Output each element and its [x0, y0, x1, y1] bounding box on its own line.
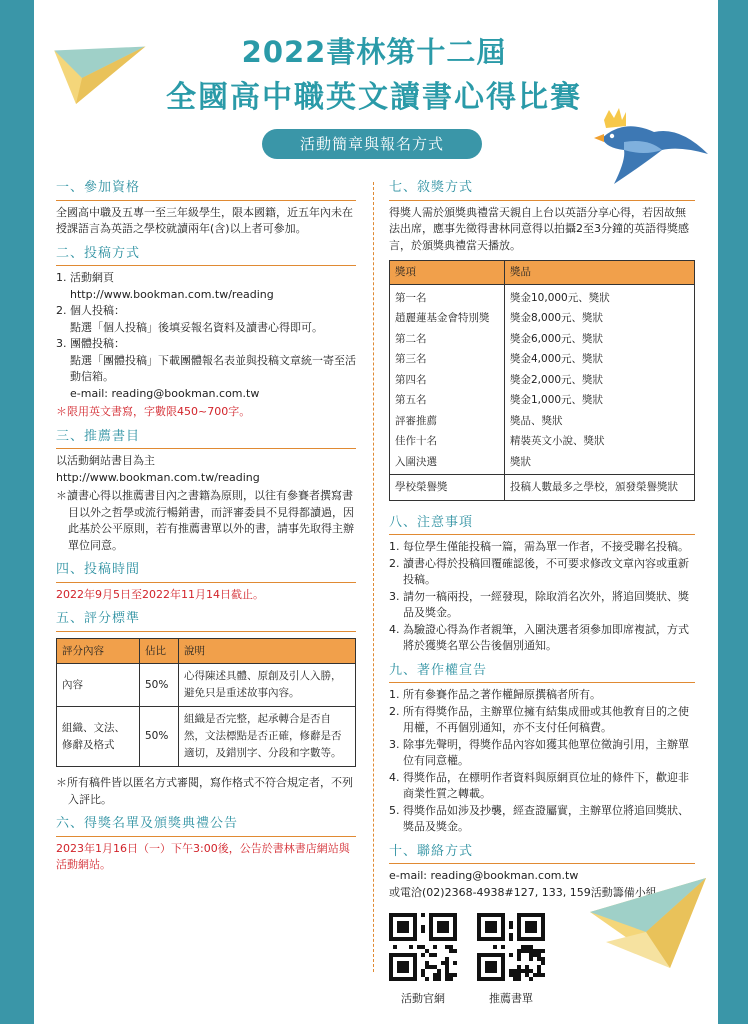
item-title: 團體投稿：: [70, 337, 125, 350]
award-name: 趙麗蓮基金會特別獎: [390, 308, 505, 329]
table-row: [390, 329, 695, 350]
email-link[interactable]: e-mail: reading@bookman.com.tw: [70, 386, 260, 400]
section-heading: 十、聯絡方式: [389, 844, 695, 865]
copyright-list: [389, 687, 695, 836]
award-prize: 獎金10,000元、獎狀: [505, 284, 695, 308]
section-heading: 二、投稿方式: [56, 246, 356, 267]
list-item: 1. 所有參賽作品之著作權歸原撰稿者所有。: [403, 687, 695, 704]
table-row: [390, 431, 695, 452]
award-name: 第四名: [390, 370, 505, 391]
criteria-table: [56, 638, 356, 768]
table-row: [57, 664, 356, 707]
table-row: [57, 707, 356, 767]
section-awards: [389, 180, 695, 501]
books-line: 以活動網站書目為主: [56, 454, 155, 467]
list-item: [70, 336, 356, 402]
section-eligibility: [56, 180, 356, 238]
section-heading: 七、敘獎方式: [389, 180, 695, 201]
column-header: 說明: [179, 638, 356, 664]
subtitle-pill: 活動簡章與報名方式: [262, 129, 482, 159]
table-row: [390, 284, 695, 308]
award-name: 第一名: [390, 284, 505, 308]
section-criteria: [56, 611, 356, 808]
award-name: 評審推薦: [390, 411, 505, 432]
column-header: 獎品: [505, 261, 695, 285]
column-header: 獎項: [390, 261, 505, 285]
left-column: [56, 180, 356, 882]
award-name: 第三名: [390, 349, 505, 370]
section-heading: 四、投稿時間: [56, 562, 356, 583]
list-item: [70, 303, 356, 336]
notes-list: [389, 539, 695, 655]
section-copyright: [389, 663, 695, 836]
section-heading: 八、注意事項: [389, 515, 695, 536]
item-detail: 點選「團體投稿」下載團體報名表並與投稿文章統一寄至活動信箱。: [70, 353, 356, 383]
paper-plane-icon: [586, 872, 710, 972]
list-item: 2. 所有得獎作品，主辦單位擁有結集成冊或其他教育目的之使用權，不再個別通知，亦不支付任何稿費。: [403, 704, 695, 737]
section-submission: [56, 246, 356, 421]
site-link[interactable]: http://www.bookman.com.tw/reading: [70, 287, 274, 301]
award-prize: 獎金4,000元、獎狀: [505, 349, 695, 370]
column-divider: [373, 182, 374, 972]
award-prize: 獎金8,000元、獎狀: [505, 308, 695, 329]
submission-list: [56, 270, 356, 402]
list-item: 4. 為驗證心得為作者親筆，入圍決選者須參加即席複試，方式將於獲獎名單公告後個別通知。: [403, 622, 695, 655]
section-heading: 三、推薦書目: [56, 429, 356, 450]
list-item: [70, 270, 356, 303]
right-band: [718, 0, 748, 1024]
award-prize: 獎金2,000元、獎狀: [505, 370, 695, 391]
section-period: [56, 562, 356, 603]
announce-text: 2023年1月16日（一）下午3:00後，公告於書林書店網站與活動網站。: [56, 841, 350, 871]
criteria-item: 組織、文法、修辭及格式: [57, 707, 140, 767]
qr-official-site[interactable]: [389, 913, 457, 1008]
submission-note: ＊限用英文書寫，字數限450~700字。: [56, 405, 251, 418]
list-item: 2. 讀書心得於投稿回覆確認後，不可要求修改文章內容或重新投稿。: [403, 556, 695, 589]
award-prize: 獎品、獎狀: [505, 411, 695, 432]
criteria-item: 內容: [57, 664, 140, 707]
criteria-note: ＊所有稿件皆以匿名方式審閱，寫作格式不符合規定者，不列入評比。: [56, 776, 353, 806]
criteria-desc: 組織是否完整，起承轉合是否自然，文法標點是否正確，修辭是否適切，及錯別字、分段和字數等。: [179, 707, 356, 767]
contact-email[interactable]: e-mail: reading@bookman.com.tw: [389, 869, 579, 882]
qr-book-list[interactable]: [477, 913, 545, 1008]
criteria-pct: 50%: [140, 707, 179, 767]
books-link[interactable]: http://www.bookman.com.tw/reading: [56, 470, 260, 484]
award-prize: 精裝英文小說、獎狀: [505, 431, 695, 452]
list-item: 4. 得獎作品，在標明作者資料與原網頁位址的條件下，歡迎非商業性質之轉載。: [403, 770, 695, 803]
item-title: 個人投稿：: [70, 304, 125, 317]
section-heading: 六、得獎名單及頒獎典禮公告: [56, 816, 356, 837]
table-row: [390, 452, 695, 475]
table-header-row: [390, 261, 695, 285]
award-name: 第二名: [390, 329, 505, 350]
award-prize: 獎金6,000元、獎狀: [505, 329, 695, 350]
period-text: 2022年9月5日至2022年11月14日截止。: [56, 587, 264, 601]
table-row: [390, 390, 695, 411]
books-note: ＊讀書心得以推薦書目內之書籍為原則，以往有參賽者撰寫書目以外之哲學或流行暢銷書，而評審委員不見得都讀過，因此基於公平原則，若有推薦書單以外的書，請事先取得主辦單位同意。: [56, 489, 354, 552]
page-title-line2: 全國高中職英文讀書心得比賽: [166, 80, 582, 115]
section-heading: 九、著作權宣告: [389, 663, 695, 684]
award-prize: 投稿人數最多之學校，頒發榮譽獎狀: [505, 475, 695, 501]
award-name: 學校榮譽獎: [390, 475, 505, 501]
left-band: [0, 0, 34, 1024]
column-header: 佔比: [140, 638, 179, 664]
eligibility-text: 全國高中職及五專一至三年級學生，限本國籍，近五年內未在授課語言為英語之學校就讀兩年(含)以上者可參加。: [56, 205, 353, 235]
awards-table: [389, 260, 695, 501]
section-books: [56, 429, 356, 555]
table-row: [390, 308, 695, 329]
list-item: 1. 每位學生僅能投稿一篇，需為單一作者，不接受聯名投稿。: [403, 539, 695, 556]
award-name: 佳作十名: [390, 431, 505, 452]
qr-label: 活動官網: [401, 992, 445, 1005]
awards-text: 得獎人需於頒獎典禮當天親自上台以英語分享心得，若因故無法出席，應事先徵得書林同意得以拍攝2至3分鐘的英語得獎感言，於頒獎典禮當天播放。: [389, 205, 689, 252]
award-name: 第五名: [390, 390, 505, 411]
qr-code-icon: [389, 913, 457, 981]
award-prize: 獎狀: [505, 452, 695, 475]
criteria-pct: 50%: [140, 664, 179, 707]
column-header: 評分內容: [57, 638, 140, 664]
table-header-row: [57, 638, 356, 664]
qr-code-icon: [477, 913, 545, 981]
swallow-bird-icon: [584, 98, 714, 188]
section-heading: 一、參加資格: [56, 180, 356, 201]
section-heading: 五、評分標準: [56, 611, 356, 632]
criteria-desc: 心得陳述具體、原創及引人入勝，避免只是重述故事內容。: [179, 664, 356, 707]
table-row: [390, 349, 695, 370]
section-announce: [56, 816, 356, 874]
item-detail: 點選「個人投稿」後填妥報名資料及讀書心得即可。: [70, 320, 323, 334]
section-notes: [389, 515, 695, 655]
award-prize: 獎金1,000元、獎狀: [505, 390, 695, 411]
list-item: 5. 得獎作品如涉及抄襲，經查證屬實，主辦單位將追回獎狀、獎品及獎金。: [403, 803, 695, 836]
table-row: [390, 411, 695, 432]
contact-phone: 或電洽(02)2368-4938#127, 133, 159活動籌備小組: [389, 885, 657, 899]
list-item: 3. 請勿一稿兩投，一經發現，除取消名次外，將追回獎狀、獎品及獎金。: [403, 589, 695, 622]
table-row: [390, 475, 695, 501]
table-row: [390, 370, 695, 391]
award-name: 入圍決選: [390, 452, 505, 475]
item-title: 活動網頁: [70, 271, 114, 284]
qr-label: 推薦書單: [489, 992, 533, 1005]
page-title-line1: 2022書林第十二屆: [241, 35, 507, 69]
list-item: 3. 除事先聲明，得獎作品內容如獲其他單位徵詢引用，主辦單位有同意權。: [403, 737, 695, 770]
